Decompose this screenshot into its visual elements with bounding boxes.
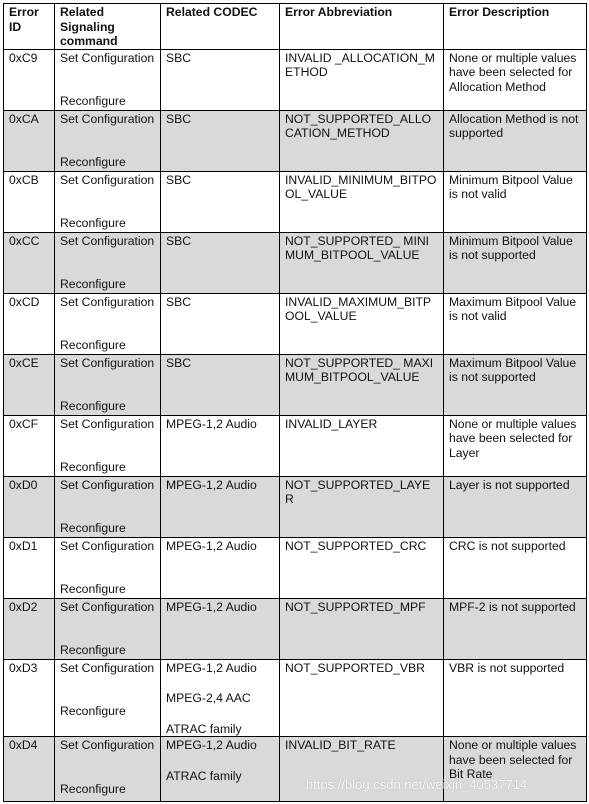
command-set-configuration: Set Configuration [60,738,155,752]
error-abbreviation-cell: INVALID_MAXIMUM_BITPOOL_VALUE [280,293,444,354]
error-description-cell: Minimum Bitpool Value is not supported [444,232,587,293]
error-id-cell: 0xCF [4,415,55,476]
command-reconfigure: Reconfigure [60,155,126,169]
error-id-cell: 0xCC [4,232,55,293]
error-id-cell: 0xD0 [4,476,55,537]
error-description-cell: None or multiple values have been selected for Layer [444,415,587,476]
command-set-configuration: Set Configuration [60,477,155,492]
signaling-command-cell [55,476,161,537]
codec-cell [161,110,280,171]
codec-name: MPEG-1,2 Audio [166,660,257,675]
signaling-command-cell [55,659,161,737]
error-description-cell: Allocation Method is not supported [444,110,587,171]
header-error-id: Error ID [4,4,55,50]
command-reconfigure: Reconfigure [60,521,126,535]
codec-name: ATRAC family [166,721,242,736]
codec-name: SBC [166,294,192,309]
codec-cell [161,171,280,232]
signaling-command-cell [55,171,161,232]
table-row [4,354,587,415]
table-row [4,110,587,171]
error-id-cell: 0xCA [4,110,55,171]
error-id-cell: 0xCB [4,171,55,232]
error-abbreviation-cell: NOT_SUPPORTED_ MAXIMUM_BITPOOL_VALUE [280,354,444,415]
error-abbreviation-cell: NOT_SUPPORTED_CRC [280,537,444,598]
watermark: https://blog.csdn.net/weixin_40537714 [306,777,528,792]
error-abbreviation-cell: INVALID _ALLOCATION_METHOD [280,49,444,110]
table-row [4,415,587,476]
error-description-cell: Maximum Bitpool Value is not valid [444,293,587,354]
codec-cell [161,49,280,110]
codec-cell [161,598,280,659]
error-id-cell: 0xC9 [4,49,55,110]
signaling-command-cell [55,537,161,598]
signaling-command-cell [55,232,161,293]
table-row [4,598,587,659]
command-set-configuration: Set Configuration [60,172,155,187]
codec-cell [161,737,280,802]
codec-cell [161,659,280,737]
codec-name: SBC [166,111,192,126]
table-row [4,232,587,293]
error-description-cell: VBR is not supported [444,659,587,737]
codec-name: MPEG-2,4 AAC [166,691,251,705]
codec-name: ATRAC family [166,768,242,783]
error-codes-table [3,3,587,802]
codec-cell [161,232,280,293]
codec-name: MPEG-1,2 Audio [166,477,257,492]
codec-name: MPEG-1,2 Audio [166,416,257,431]
command-reconfigure: Reconfigure [60,399,126,413]
codec-name: SBC [166,355,192,370]
command-set-configuration: Set Configuration [60,111,155,126]
codec-name: SBC [166,172,192,187]
table-row [4,49,587,110]
error-id-cell: 0xD4 [4,737,55,802]
table-row [4,293,587,354]
codec-name: MPEG-1,2 Audio [166,738,257,752]
command-reconfigure: Reconfigure [60,460,126,474]
error-abbreviation-cell: NOT_SUPPORTED_ALLOCATION_METHOD [280,110,444,171]
codec-cell [161,293,280,354]
signaling-command-cell [55,110,161,171]
table-body [4,49,587,802]
codec-name: SBC [166,233,192,248]
header-signaling-command: Related Signaling command [55,4,161,50]
error-abbreviation-cell: NOT_SUPPORTED_LAYER [280,476,444,537]
command-reconfigure: Reconfigure [60,704,126,718]
command-set-configuration: Set Configuration [60,355,155,370]
codec-cell [161,415,280,476]
error-id-cell: 0xD3 [4,659,55,737]
error-description-cell: CRC is not supported [444,537,587,598]
codec-name: MPEG-1,2 Audio [166,538,257,553]
error-description-cell: MPF-2 is not supported [444,598,587,659]
command-reconfigure: Reconfigure [60,643,126,657]
error-description-cell: Maximum Bitpool Value is not supported [444,354,587,415]
error-abbreviation-cell: INVALID_MINIMUM_BITPOOL_VALUE [280,171,444,232]
signaling-command-cell [55,415,161,476]
error-id-cell: 0xD1 [4,537,55,598]
header-row [4,4,587,50]
codec-name: SBC [166,50,192,65]
signaling-command-cell [55,598,161,659]
command-reconfigure: Reconfigure [60,277,126,291]
signaling-command-cell [55,49,161,110]
table-row [4,537,587,598]
error-description-cell: Minimum Bitpool Value is not valid [444,171,587,232]
command-set-configuration: Set Configuration [60,538,155,553]
error-abbreviation-cell: NOT_SUPPORTED_ MINIMUM_BITPOOL_VALUE [280,232,444,293]
error-id-cell: 0xCD [4,293,55,354]
command-set-configuration: Set Configuration [60,294,155,309]
command-set-configuration: Set Configuration [60,50,155,65]
codec-cell [161,537,280,598]
signaling-command-cell [55,354,161,415]
command-set-configuration: Set Configuration [60,416,155,431]
command-reconfigure: Reconfigure [60,781,126,796]
command-reconfigure: Reconfigure [60,338,126,352]
error-abbreviation-cell: INVALID_BIT_RATE [280,737,444,802]
header-codec: Related CODEC [161,4,280,50]
header-error-description: Error Description [444,4,587,50]
codec-name: MPEG-1,2 Audio [166,599,257,614]
error-abbreviation-cell: INVALID_LAYER [280,415,444,476]
error-abbreviation-cell: NOT_SUPPORTED_VBR [280,659,444,737]
signaling-command-cell [55,737,161,802]
command-reconfigure: Reconfigure [60,582,126,596]
codec-cell [161,354,280,415]
header-error-abbreviation: Error Abbreviation [280,4,444,50]
command-reconfigure: Reconfigure [60,94,126,108]
error-description-cell: None or multiple values have been selected for Allocation Method [444,49,587,110]
table-row [4,659,587,737]
command-reconfigure: Reconfigure [60,216,126,230]
error-description-cell: Layer is not supported [444,476,587,537]
codec-cell [161,476,280,537]
table-row [4,171,587,232]
command-set-configuration: Set Configuration [60,599,155,614]
command-set-configuration: Set Configuration [60,233,155,248]
table-row [4,476,587,537]
command-set-configuration: Set Configuration [60,660,155,675]
signaling-command-cell [55,293,161,354]
error-description-cell: None or multiple values have been selected for Bit Rate [444,737,587,802]
error-id-cell: 0xCE [4,354,55,415]
error-abbreviation-cell: NOT_SUPPORTED_MPF [280,598,444,659]
error-id-cell: 0xD2 [4,598,55,659]
